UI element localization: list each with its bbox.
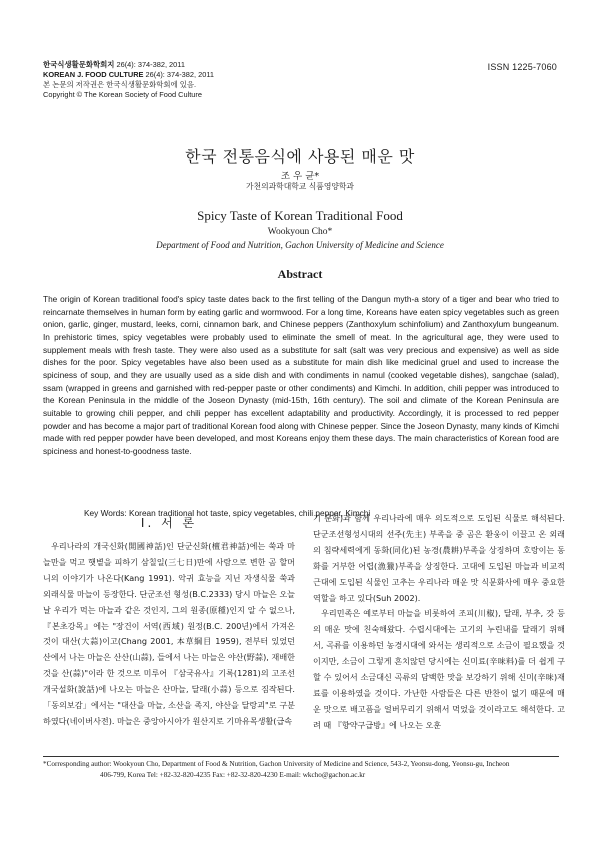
footnote-line: 406-799, Korea Tel: +82-32-820-4235 Fax: +82-32-820-4230 E-mail: wkcho@gachon.ac.kr xyxy=(100,770,366,779)
affiliation-en: Department of Food and Nutrition, Gachon University of Medicine and Science xyxy=(156,240,444,250)
body-paragraph: 기 문화)과 함께 우리나라에 매우 의도적으로 도입된 식물로 해석된다. 단군조선형성시대의 선주(先主) 부족을 중 곰은 환웅이 이끌고 온 외래의 침략세력에게 동화(同化)된 농경(農耕)부족을 상징하며 호랑이는 동화를 거부한 어렵(漁獵)부족을 상징한다. 고대에 도입된 마늘과 비교적 근대에 도입된 식물인 고추는 우리나라 매운 맛 식문화사에 매우 중요한 역할을 하고 있다(Suh 2002). xyxy=(313,513,565,603)
body-paragraph: 우리민족은 예로부터 마늘을 비롯하여 조피(川椒), 달래, 부추, 갓 등의 매운 맛에 친숙해왔다. 수렵시대에는 고기의 누린내를 달래기 위해서, 곡류를 이용하던 농경시대에 와서는 생리적으로 소금이 필요했을 것이지만, 소금이 그렇게 흔치않던 당시에는 신미료(辛味料)를 더 쉽게 구할 수 있어서 소금대신 곡류의 담백한 맛을 보강하기 위해 신미(辛味)재료를 이용하였을 것이다. 가난한 사람들은 다른 반찬이 없기 때문에 매운 맛으로 배고픔을 얼버무리기 위해서 먹었을 것이라고도 해석한다. 고려 때 『향약구급방』에 나오는 오훈 xyxy=(313,608,565,730)
copyright-ko: 본 논문의 저작권은 한국식생활문화학회에 있음. xyxy=(43,80,197,89)
affiliation-ko: 가천의과학대학교 식품영양학과 xyxy=(246,182,354,191)
footnote xyxy=(43,759,559,780)
journal-name-ko: 한국식생활문화학회지 xyxy=(43,60,115,69)
footnote-line: *Corresponding author: Wookyoun Cho, Department of Food & Nutrition, Gachon University of Medicine and Science, 543-2, Yeonsu-dong, Yeonsu-gu, Incheon xyxy=(43,760,510,768)
copyright-en: Copyright © The Korean Society of Food Culture xyxy=(43,90,202,99)
abstract-text: The origin of Korean traditional food's spicy taste dates back to the first telling of the Dangun myth-a story of a tiger and bear who tried to reincarnate themselves in human form by eating garlic and wormwood. For a long time, Koreans have eaten spicy vegetables such as green onion, garlic, ginger, mustard, leeks, corni, cinnamon bark, and Chinese peppers (Zanthoxylum schinfolium) and Zanthoxylum bungeanum. In prehistoric times, spicy vegetables were probably used to eliminate the smell of meat. In the agricultural age, they were used to supplement meals with fresh taste. They were also used as a substitute for salt (salt was very precious and expensive) as well as side dishes for the poor. Spicy vegetables have also been used as a substitute for main dish like medicinal gruel and used to increase the spiciness of soup, and they are usually used as a side dish and with condiments in namul (cooked vegetable dishes), sangchae (salad), ssam (wrapped in greens and garnished with red-pepper paste or other condiments) and Kimchi. In addition, chili pepper was introduced to the Korean Peninsula in the middle of the Joseon Dynasty (mid-15th, 16th century). The soil and climate of the Korean Peninsula are suitable to growing chili pepper, and chili pepper has excellent adaptability and productivity. Accordingly, it is processed to red pepper powder and has become a major part of traditional Korean food along with Chinese pepper. Since the Joseon Dynasty, many kinds of Kimchi made with red pepper powder have been developed, and most Koreans enjoy them these days. The main characteristics of Korean food are spiciness and honest-to-goodness taste. xyxy=(43,294,559,456)
body-paragraph: 우리나라의 개국신화(開國神話)인 단군신화(檀君神話)에는 쑥과 마늘만을 먹고 햇볕을 피하기 삼칠일(三七日)만에 사람으로 변한 곰 할머니의 이야기가 나온다(Kang 1991). 악귀 효능을 지닌 자생식물 쑥과 외래식물 마늘이 등장한다. 단군조선 형성(B.C.2333) 당시 마늘은 오늘날 우리가 먹는 마늘과 같은 것인지, 그의 원종(原種)인지 알 수 없으나, 『본초강목』에는 "장건이 서역(西域) 원정(B.C. 200년)에서 가져온 것이 대산(大蒜)이고(Chang 2001, 本草綱目 1959), 전부터 있었던 산에서 나는 마늘은 산산(山蒜), 들에서 나는 마늘은 야산(野蒜), 재배한 것을 산(蒜)"이라 한 것으로 미루어 『삼국유사』기록(1281)의 고조선 개국설화(說話)에 나오는 마늘은 산마늘, 달래(小蒜) 등으로 짐작된다. 「동의보감」에서는 "대산을 마늘, 소산을 족지, 야산을 달랑괴"로 구분하였다(네이버사전). 마늘은 중앙아시아가 원산지로 기마유목생활(급속 xyxy=(43,541,295,726)
section-heading-introduction: I. 서 론 xyxy=(140,516,198,530)
journal-header xyxy=(43,60,563,100)
body-column-right xyxy=(313,511,565,734)
journal-name-en: KOREAN J. FOOD CULTURE xyxy=(43,70,144,79)
abstract-heading: Abstract xyxy=(277,267,323,281)
title-en: Spicy Taste of Korean Traditional Food xyxy=(197,208,403,223)
citation-ko: 26(4): 374-382, 2011 xyxy=(116,60,185,69)
citation-en: 26(4): 374-382, 2011 xyxy=(145,70,215,79)
issn: ISSN 1225-7060 xyxy=(487,62,557,72)
footnote-divider xyxy=(43,756,559,757)
title-ko: 한국 전통음식에 사용된 매운 맛 xyxy=(185,147,415,166)
keywords: Key Words: Korean traditional hot taste, spicy vegetables, chili pepper, Kimchi xyxy=(84,508,371,518)
body-column-left xyxy=(43,539,295,730)
author-en: Wookyoun Cho* xyxy=(267,227,333,237)
author-ko: 조 우 균* xyxy=(280,171,320,182)
